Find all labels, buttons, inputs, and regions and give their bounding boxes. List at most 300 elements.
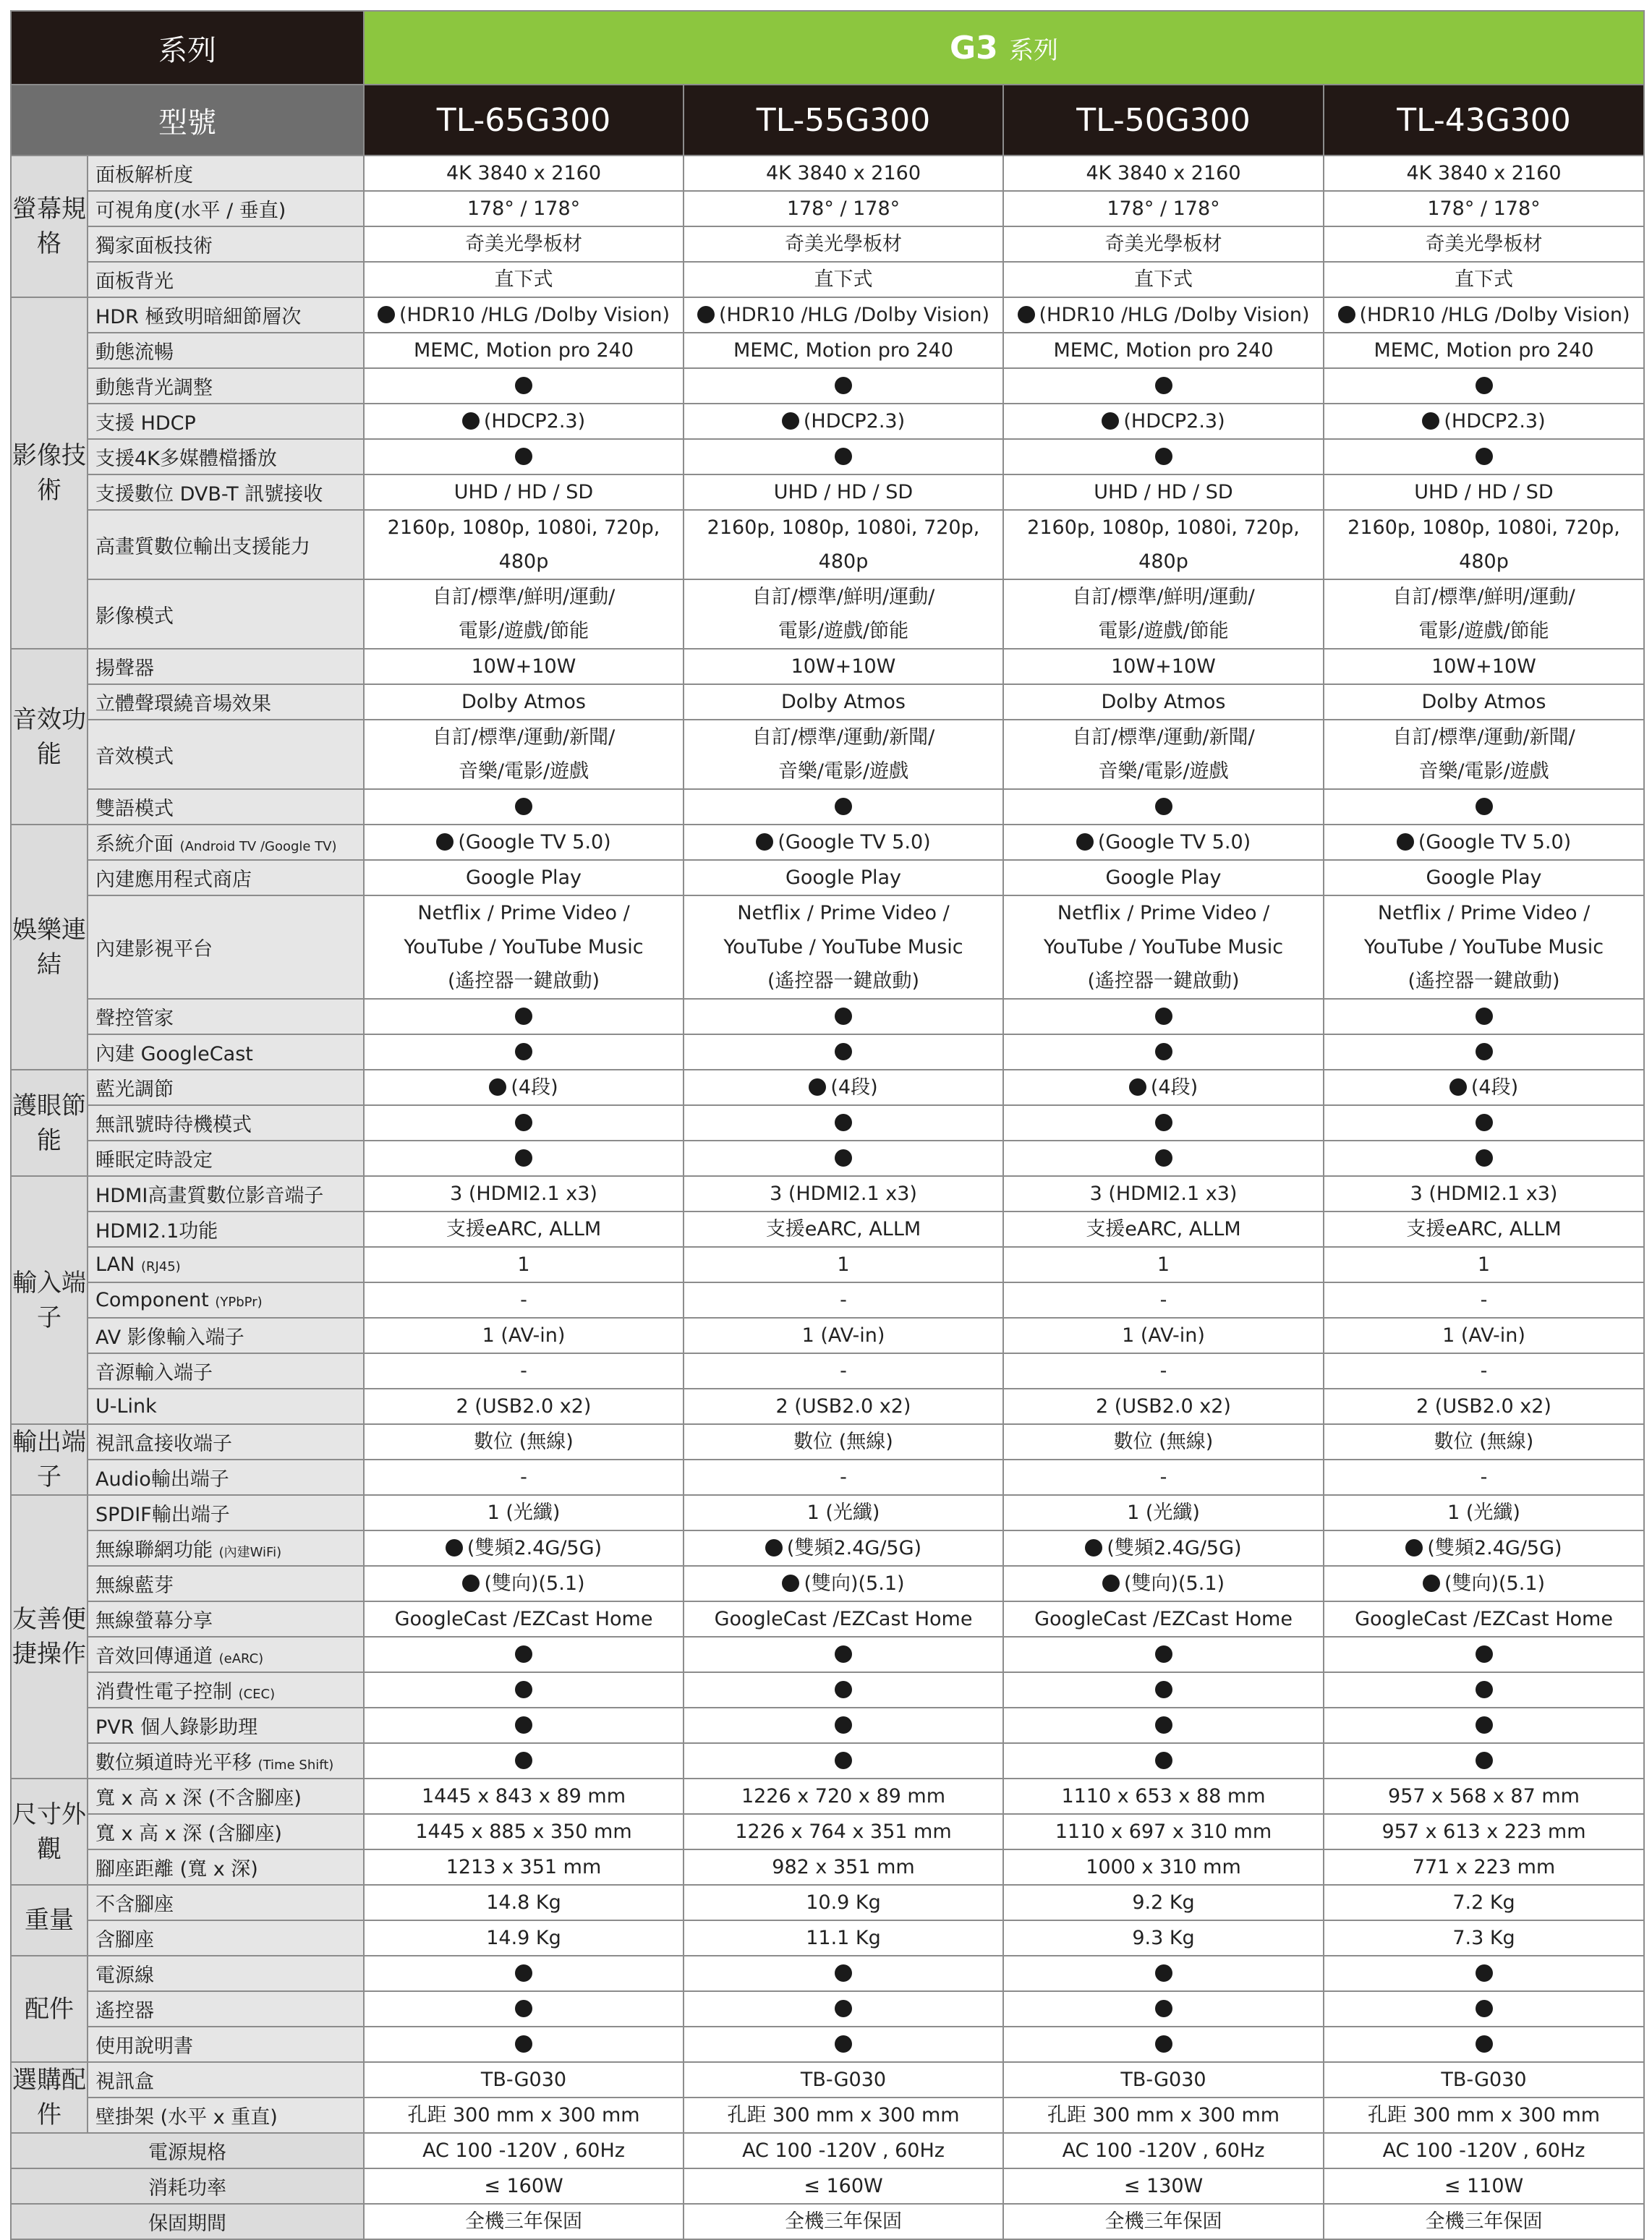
spec-value-text: TB-G030 bbox=[800, 2069, 887, 2091]
spec-value-text: MEMC, Motion pro 240 bbox=[1053, 339, 1274, 362]
feature-label bbox=[88, 1495, 364, 1530]
feature-label bbox=[88, 1920, 364, 1956]
spec-value bbox=[684, 1637, 1003, 1672]
category-text: 影像技術 bbox=[12, 441, 86, 505]
spec-value bbox=[1324, 789, 1644, 825]
spec-row bbox=[11, 1920, 1644, 1956]
spec-value-text: (HDCP2.3) bbox=[483, 410, 586, 433]
category-text: 配件 bbox=[25, 1994, 74, 2024]
spec-value bbox=[1324, 2204, 1644, 2239]
feature-dot-icon bbox=[835, 1043, 852, 1060]
feature-label bbox=[88, 191, 364, 226]
series-name: G3 bbox=[949, 29, 998, 67]
feature-label bbox=[88, 1779, 364, 1814]
spec-value-text: (HDR10 /HLG /Dolby Vision) bbox=[719, 304, 989, 326]
spec-value bbox=[684, 1247, 1003, 1282]
spec-row bbox=[11, 1566, 1644, 1601]
spec-value-text: (雙向)(5.1) bbox=[484, 1572, 585, 1595]
spec-value-text: 直下式 bbox=[494, 268, 553, 291]
spec-value-text: (HDCP2.3) bbox=[1444, 410, 1546, 433]
feature-label bbox=[88, 1956, 364, 1991]
feature-text: 壁掛架 (水平 x 重直) bbox=[95, 2106, 278, 2129]
feature-dot-icon bbox=[1476, 448, 1493, 465]
spec-value bbox=[1324, 649, 1644, 684]
spec-value bbox=[1324, 1353, 1644, 1389]
spec-value bbox=[364, 2204, 684, 2239]
spec-row bbox=[11, 333, 1644, 368]
spec-value bbox=[364, 649, 684, 684]
spec-value bbox=[1324, 1637, 1644, 1672]
spec-row bbox=[11, 999, 1644, 1034]
spec-value-text: 1 (光纖) bbox=[806, 1502, 880, 1524]
feature-dot-icon bbox=[1338, 306, 1355, 323]
feature-dot-icon bbox=[515, 1752, 532, 1769]
spec-value-text: (4段) bbox=[1470, 1076, 1519, 1099]
spec-value bbox=[684, 262, 1003, 297]
spec-value-text: 全機三年保固 bbox=[465, 2210, 582, 2233]
spec-value bbox=[1003, 2204, 1324, 2239]
spec-row bbox=[11, 1211, 1644, 1247]
spec-value bbox=[364, 1672, 684, 1708]
spec-value bbox=[1003, 1672, 1324, 1708]
feature-dot-icon bbox=[835, 1008, 852, 1025]
spec-value-text: 直下式 bbox=[814, 268, 873, 291]
feature-dot-icon bbox=[1476, 377, 1493, 394]
spec-value bbox=[1003, 579, 1324, 649]
feature-dot-icon bbox=[835, 798, 852, 815]
spec-value-text: 支援eARC, ALLM bbox=[765, 1218, 921, 1240]
spec-value bbox=[1003, 1389, 1324, 1424]
spec-value bbox=[1324, 860, 1644, 895]
spec-value bbox=[684, 1495, 1003, 1530]
spec-value bbox=[1324, 1849, 1644, 1885]
spec-value bbox=[364, 404, 684, 439]
feature-text: 使用說明書 bbox=[95, 2035, 193, 2058]
spec-value bbox=[364, 2168, 684, 2204]
spec-row bbox=[11, 825, 1644, 860]
spec-value bbox=[684, 684, 1003, 720]
spec-value bbox=[1003, 1460, 1324, 1495]
model-name: TL-50G300 bbox=[1003, 85, 1324, 156]
category-text: 友善便捷操作 bbox=[12, 1605, 86, 1669]
footer-row bbox=[11, 2204, 1644, 2239]
feature-label bbox=[88, 1034, 364, 1070]
model-row bbox=[11, 85, 1644, 156]
spec-value bbox=[364, 999, 684, 1034]
spec-value bbox=[364, 1743, 684, 1779]
spec-value bbox=[364, 684, 684, 720]
spec-value-text: (HDR10 /HLG /Dolby Vision) bbox=[399, 304, 670, 326]
spec-value bbox=[1324, 1176, 1644, 1211]
spec-value bbox=[1324, 1034, 1644, 1070]
spec-value bbox=[684, 1956, 1003, 1991]
feature-label bbox=[88, 368, 364, 404]
feature-text: HDMI高畫質數位影音端子 bbox=[95, 1185, 324, 1207]
feature-dot-icon bbox=[1155, 1752, 1172, 1769]
spec-value-text: 7.2 Kg bbox=[1452, 1891, 1515, 1914]
spec-row bbox=[11, 789, 1644, 825]
spec-value bbox=[1003, 1247, 1324, 1282]
spec-value bbox=[1003, 1141, 1324, 1176]
spec-value bbox=[1003, 156, 1324, 191]
spec-value-text: 2160p, 1080p, 1080i, 720p, 480p bbox=[707, 516, 980, 573]
spec-value bbox=[684, 999, 1003, 1034]
spec-value bbox=[364, 510, 684, 579]
spec-value bbox=[684, 2133, 1003, 2168]
spec-row bbox=[11, 1424, 1644, 1460]
spec-row bbox=[11, 1637, 1644, 1672]
feature-text: 高畫質數位輸出支援能力 bbox=[95, 535, 310, 558]
spec-value bbox=[1003, 999, 1324, 1034]
spec-value-text: 數位 (無線) bbox=[1113, 1431, 1214, 1453]
spec-value-text: 自訂/標準/鮮明/運動/ bbox=[752, 586, 935, 608]
feature-dot-icon bbox=[835, 377, 852, 394]
spec-value bbox=[364, 1070, 684, 1105]
spec-value bbox=[1324, 1530, 1644, 1566]
spec-value bbox=[1324, 1814, 1644, 1849]
feature-dot-icon bbox=[697, 306, 715, 323]
feature-note: (內建WiFi) bbox=[218, 1545, 282, 1560]
feature-label bbox=[88, 439, 364, 474]
feature-text: 無線聯網功能 bbox=[95, 1539, 213, 1562]
feature-label bbox=[88, 1070, 364, 1105]
feature-dot-icon bbox=[1155, 1645, 1172, 1663]
feature-dot-icon bbox=[515, 1008, 532, 1025]
feature-text: 腳座距離 (寬 x 深) bbox=[95, 1858, 258, 1881]
spec-value bbox=[364, 1034, 684, 1070]
spec-value bbox=[1324, 720, 1644, 789]
spec-value-text: - bbox=[520, 1360, 527, 1382]
spec-value bbox=[1003, 1885, 1324, 1920]
feature-label bbox=[88, 156, 364, 191]
spec-value bbox=[684, 1708, 1003, 1743]
spec-value-text: (雙向)(5.1) bbox=[804, 1572, 905, 1595]
spec-value bbox=[364, 1708, 684, 1743]
feature-dot-icon bbox=[1476, 2000, 1493, 2017]
spec-value-text: (4段) bbox=[830, 1076, 878, 1099]
spec-row bbox=[11, 1885, 1644, 1920]
spec-value-text: 178° / 178° bbox=[467, 197, 581, 220]
spec-row bbox=[11, 474, 1644, 510]
spec-row bbox=[11, 1495, 1644, 1530]
spec-value bbox=[364, 825, 684, 860]
feature-text: 內建應用程式商店 bbox=[95, 869, 252, 891]
spec-value bbox=[684, 1070, 1003, 1105]
feature-dot-icon bbox=[835, 2000, 852, 2017]
spec-value-text: UHD / HD / SD bbox=[773, 481, 914, 503]
feature-label bbox=[88, 1708, 364, 1743]
spec-value bbox=[1324, 2133, 1644, 2168]
spec-value-text: - bbox=[1480, 1289, 1488, 1311]
feature-dot-icon bbox=[515, 2000, 532, 2017]
spec-value bbox=[364, 1637, 684, 1672]
spec-value bbox=[1003, 1637, 1324, 1672]
feature-text: 無線藍芽 bbox=[95, 1575, 174, 1597]
spec-value bbox=[684, 720, 1003, 789]
spec-value bbox=[1324, 474, 1644, 510]
spec-value bbox=[1003, 825, 1324, 860]
feature-dot-icon bbox=[515, 798, 532, 815]
spec-value-text: 1 (AV-in) bbox=[801, 1324, 885, 1347]
spec-value bbox=[1003, 2027, 1324, 2062]
spec-value-text: 14.8 Kg bbox=[486, 1891, 561, 1914]
spec-value bbox=[364, 1779, 684, 1814]
feature-dot-icon bbox=[1102, 1575, 1120, 1592]
spec-value-text: 11.1 Kg bbox=[806, 1927, 881, 1949]
spec-row bbox=[11, 1282, 1644, 1318]
feature-label bbox=[88, 226, 364, 262]
feature-text: 無訊號時待機模式 bbox=[95, 1114, 252, 1136]
spec-value-text: 直下式 bbox=[1455, 268, 1513, 291]
spec-value bbox=[1003, 789, 1324, 825]
spec-value bbox=[1324, 510, 1644, 579]
feature-dot-icon bbox=[515, 1114, 532, 1131]
feature-label bbox=[88, 474, 364, 510]
spec-value bbox=[1003, 1743, 1324, 1779]
feature-dot-icon bbox=[765, 1539, 783, 1556]
feature-dot-icon bbox=[835, 1645, 852, 1663]
spec-value-text: 2 (USB2.0 x2) bbox=[1416, 1395, 1551, 1418]
feature-text: 支援4K多媒體檔播放 bbox=[95, 448, 277, 470]
spec-value bbox=[1324, 684, 1644, 720]
spec-value bbox=[684, 297, 1003, 333]
spec-value bbox=[1003, 1814, 1324, 1849]
spec-row bbox=[11, 720, 1644, 789]
spec-value-text: Google Play bbox=[465, 866, 582, 889]
spec-value-text: 自訂/標準/鮮明/運動/ bbox=[432, 586, 616, 608]
feature-dot-icon bbox=[1155, 2035, 1172, 2053]
feature-dot-icon bbox=[809, 1078, 826, 1096]
feature-dot-icon bbox=[1155, 798, 1172, 815]
spec-value bbox=[1003, 684, 1324, 720]
spec-value-text: TB-G030 bbox=[1441, 2069, 1527, 2091]
spec-value bbox=[684, 1282, 1003, 1318]
footer-label-text: 保固期間 bbox=[148, 2213, 226, 2235]
spec-value bbox=[684, 895, 1003, 999]
spec-value bbox=[364, 1885, 684, 1920]
feature-dot-icon bbox=[1155, 1149, 1172, 1167]
spec-value-text: 2160p, 1080p, 1080i, 720p, 480p bbox=[1347, 516, 1620, 573]
spec-value bbox=[1003, 1070, 1324, 1105]
spec-value bbox=[364, 1105, 684, 1141]
spec-row bbox=[11, 1070, 1644, 1105]
spec-row bbox=[11, 404, 1644, 439]
spec-value-text-line2: 電影/遊戲/節能 bbox=[1418, 620, 1549, 642]
feature-text: AV 影像輸入端子 bbox=[95, 1326, 244, 1349]
spec-row bbox=[11, 1353, 1644, 1389]
spec-value-text-line2: 音樂/電影/遊戲 bbox=[1098, 760, 1229, 783]
spec-value bbox=[684, 2027, 1003, 2062]
spec-row bbox=[11, 1849, 1644, 1885]
spec-value-text: 4K 3840 x 2160 bbox=[765, 162, 921, 184]
spec-value-text: (Google TV 5.0) bbox=[458, 831, 611, 853]
spec-value bbox=[1324, 1105, 1644, 1141]
feature-text: 獨家面板技術 bbox=[95, 235, 213, 257]
spec-row bbox=[11, 1141, 1644, 1176]
feature-dot-icon bbox=[515, 1964, 532, 1982]
spec-row bbox=[11, 1601, 1644, 1637]
feature-label bbox=[88, 262, 364, 297]
spec-value-text: 1 (AV-in) bbox=[482, 1324, 566, 1347]
feature-dot-icon bbox=[1405, 1539, 1423, 1556]
feature-dot-icon bbox=[1155, 1008, 1172, 1025]
feature-label bbox=[88, 1460, 364, 1495]
spec-value-text-line2: YouTube / YouTube Music bbox=[1363, 936, 1604, 958]
spec-value-text: Google Play bbox=[1105, 866, 1222, 889]
spec-value-text: 1 (光纖) bbox=[487, 1502, 561, 1524]
feature-text: 系統介面 bbox=[95, 833, 174, 856]
feature-dot-icon bbox=[515, 1043, 532, 1060]
spec-value-text: Dolby Atmos bbox=[461, 691, 586, 713]
spec-value-text: 奇美光學板材 bbox=[785, 233, 902, 255]
spec-value-text: 1110 x 697 x 310 mm bbox=[1055, 1820, 1272, 1843]
feature-dot-icon bbox=[446, 1539, 463, 1556]
feature-label bbox=[88, 1849, 364, 1885]
spec-value bbox=[1324, 999, 1644, 1034]
spec-value bbox=[1003, 1849, 1324, 1885]
spec-value bbox=[364, 297, 684, 333]
spec-value-text: Netflix / Prime Video / bbox=[417, 902, 630, 924]
spec-value-text: - bbox=[1159, 1289, 1167, 1311]
feature-dot-icon bbox=[1476, 1681, 1493, 1698]
feature-label bbox=[88, 1743, 364, 1779]
spec-value bbox=[1003, 1991, 1324, 2027]
spec-value bbox=[1324, 1743, 1644, 1779]
spec-row bbox=[11, 368, 1644, 404]
spec-value-text: (HDCP2.3) bbox=[803, 410, 906, 433]
spec-value bbox=[364, 156, 684, 191]
feature-dot-icon bbox=[1476, 1716, 1493, 1734]
spec-value-text: 1445 x 843 x 89 mm bbox=[421, 1785, 626, 1807]
spec-value-text: 全機三年保固 bbox=[785, 2210, 902, 2233]
feature-text: PVR 個人錄影助理 bbox=[95, 1716, 258, 1739]
footer-label bbox=[11, 2204, 364, 2239]
spec-value-text: Dolby Atmos bbox=[1101, 691, 1226, 713]
spec-value bbox=[364, 860, 684, 895]
series-suffix: 系列 bbox=[1009, 35, 1059, 65]
spec-value bbox=[1003, 1176, 1324, 1211]
spec-value bbox=[1324, 368, 1644, 404]
spec-value bbox=[684, 333, 1003, 368]
category-text: 輸入端子 bbox=[12, 1268, 86, 1332]
spec-value-text-line2: 音樂/電影/遊戲 bbox=[778, 760, 909, 783]
spec-row bbox=[11, 226, 1644, 262]
spec-value-text: 數位 (無線) bbox=[474, 1431, 574, 1453]
feature-dot-icon bbox=[756, 833, 773, 851]
spec-value bbox=[684, 789, 1003, 825]
feature-text: 聲控管家 bbox=[95, 1008, 174, 1030]
feature-label bbox=[88, 1885, 364, 1920]
spec-value bbox=[1003, 404, 1324, 439]
spec-value-text: 3 (HDMI2.1 x3) bbox=[770, 1183, 917, 1205]
spec-value-text: 自訂/標準/運動/新聞/ bbox=[1392, 726, 1575, 749]
spec-value bbox=[1324, 1211, 1644, 1247]
spec-value bbox=[1324, 1141, 1644, 1176]
spec-value-text: Google Play bbox=[1426, 866, 1542, 889]
spec-value bbox=[1003, 1956, 1324, 1991]
category-label bbox=[11, 156, 88, 297]
spec-value-text: 全機三年保固 bbox=[1104, 2210, 1222, 2233]
footer-label-text: 電源規格 bbox=[148, 2142, 226, 2164]
spec-value-text-line2: YouTube / YouTube Music bbox=[723, 936, 963, 958]
feature-label bbox=[88, 1530, 364, 1566]
feature-dot-icon bbox=[436, 833, 454, 851]
feature-text: 揚聲器 bbox=[95, 657, 154, 680]
spec-row bbox=[11, 860, 1644, 895]
spec-value-text: AC 100 -120V , 60Hz bbox=[742, 2139, 945, 2162]
spec-value bbox=[1003, 1708, 1324, 1743]
feature-text: 雙語模式 bbox=[95, 798, 174, 820]
feature-text: 含腳座 bbox=[95, 1929, 154, 1951]
category-label bbox=[11, 1779, 88, 1885]
feature-text: 寬 x 高 x 深 (含腳座) bbox=[95, 1823, 282, 1845]
spec-value bbox=[1324, 1991, 1644, 2027]
spec-value bbox=[1324, 1885, 1644, 1920]
feature-label bbox=[88, 825, 364, 860]
spec-value bbox=[684, 2062, 1003, 2098]
feature-dot-icon bbox=[1076, 833, 1094, 851]
spec-row bbox=[11, 895, 1644, 999]
feature-text: 消費性電子控制 bbox=[95, 1681, 232, 1703]
feature-label bbox=[88, 999, 364, 1034]
feature-label bbox=[88, 1211, 364, 1247]
feature-dot-icon bbox=[1155, 448, 1172, 465]
spec-value-text: 孔距 300 mm x 300 mm bbox=[727, 2104, 960, 2126]
spec-value bbox=[1003, 1211, 1324, 1247]
spec-value-text: 10.9 Kg bbox=[806, 1891, 881, 1914]
spec-value-text: 自訂/標準/運動/新聞/ bbox=[752, 726, 935, 749]
feature-dot-icon bbox=[489, 1078, 506, 1096]
spec-value-text: TB-G030 bbox=[1120, 2069, 1206, 2091]
feature-text: 支援 HDCP bbox=[95, 412, 196, 435]
series-row bbox=[11, 11, 1644, 85]
spec-row bbox=[11, 1105, 1644, 1141]
feature-dot-icon bbox=[1476, 1752, 1493, 1769]
spec-value bbox=[684, 1566, 1003, 1601]
spec-value-text: 10W+10W bbox=[791, 655, 896, 678]
spec-value bbox=[684, 1991, 1003, 2027]
spec-value bbox=[364, 2133, 684, 2168]
spec-value-text: Netflix / Prime Video / bbox=[737, 902, 950, 924]
feature-note: (YPbPr) bbox=[215, 1295, 263, 1310]
feature-label bbox=[88, 1247, 364, 1282]
spec-value-text: (Google TV 5.0) bbox=[1418, 831, 1572, 853]
spec-value bbox=[684, 2168, 1003, 2204]
feature-label bbox=[88, 2062, 364, 2098]
feature-text: 內建 GoogleCast bbox=[95, 1043, 253, 1065]
spec-value bbox=[1003, 1920, 1324, 1956]
feature-dot-icon bbox=[1155, 1716, 1172, 1734]
feature-label bbox=[88, 1389, 364, 1424]
spec-value-text: GoogleCast /EZCast Home bbox=[714, 1608, 973, 1630]
feature-label bbox=[88, 860, 364, 895]
spec-value bbox=[364, 333, 684, 368]
spec-value bbox=[684, 1211, 1003, 1247]
feature-dot-icon bbox=[835, 1716, 852, 1734]
spec-row bbox=[11, 191, 1644, 226]
spec-value bbox=[1003, 368, 1324, 404]
spec-value-text: 10W+10W bbox=[471, 655, 576, 678]
spec-value-text-line2: YouTube / YouTube Music bbox=[1043, 936, 1284, 958]
spec-value bbox=[364, 1141, 684, 1176]
spec-value-text: 支援eARC, ALLM bbox=[446, 1218, 602, 1240]
spec-value-text: 982 x 351 mm bbox=[772, 1856, 915, 1878]
spec-value-text: 957 x 613 x 223 mm bbox=[1381, 1820, 1586, 1843]
feature-dot-icon bbox=[1155, 2000, 1172, 2017]
spec-value-text: - bbox=[520, 1466, 527, 1489]
spec-value bbox=[1003, 2062, 1324, 2098]
category-label bbox=[11, 2062, 88, 2133]
